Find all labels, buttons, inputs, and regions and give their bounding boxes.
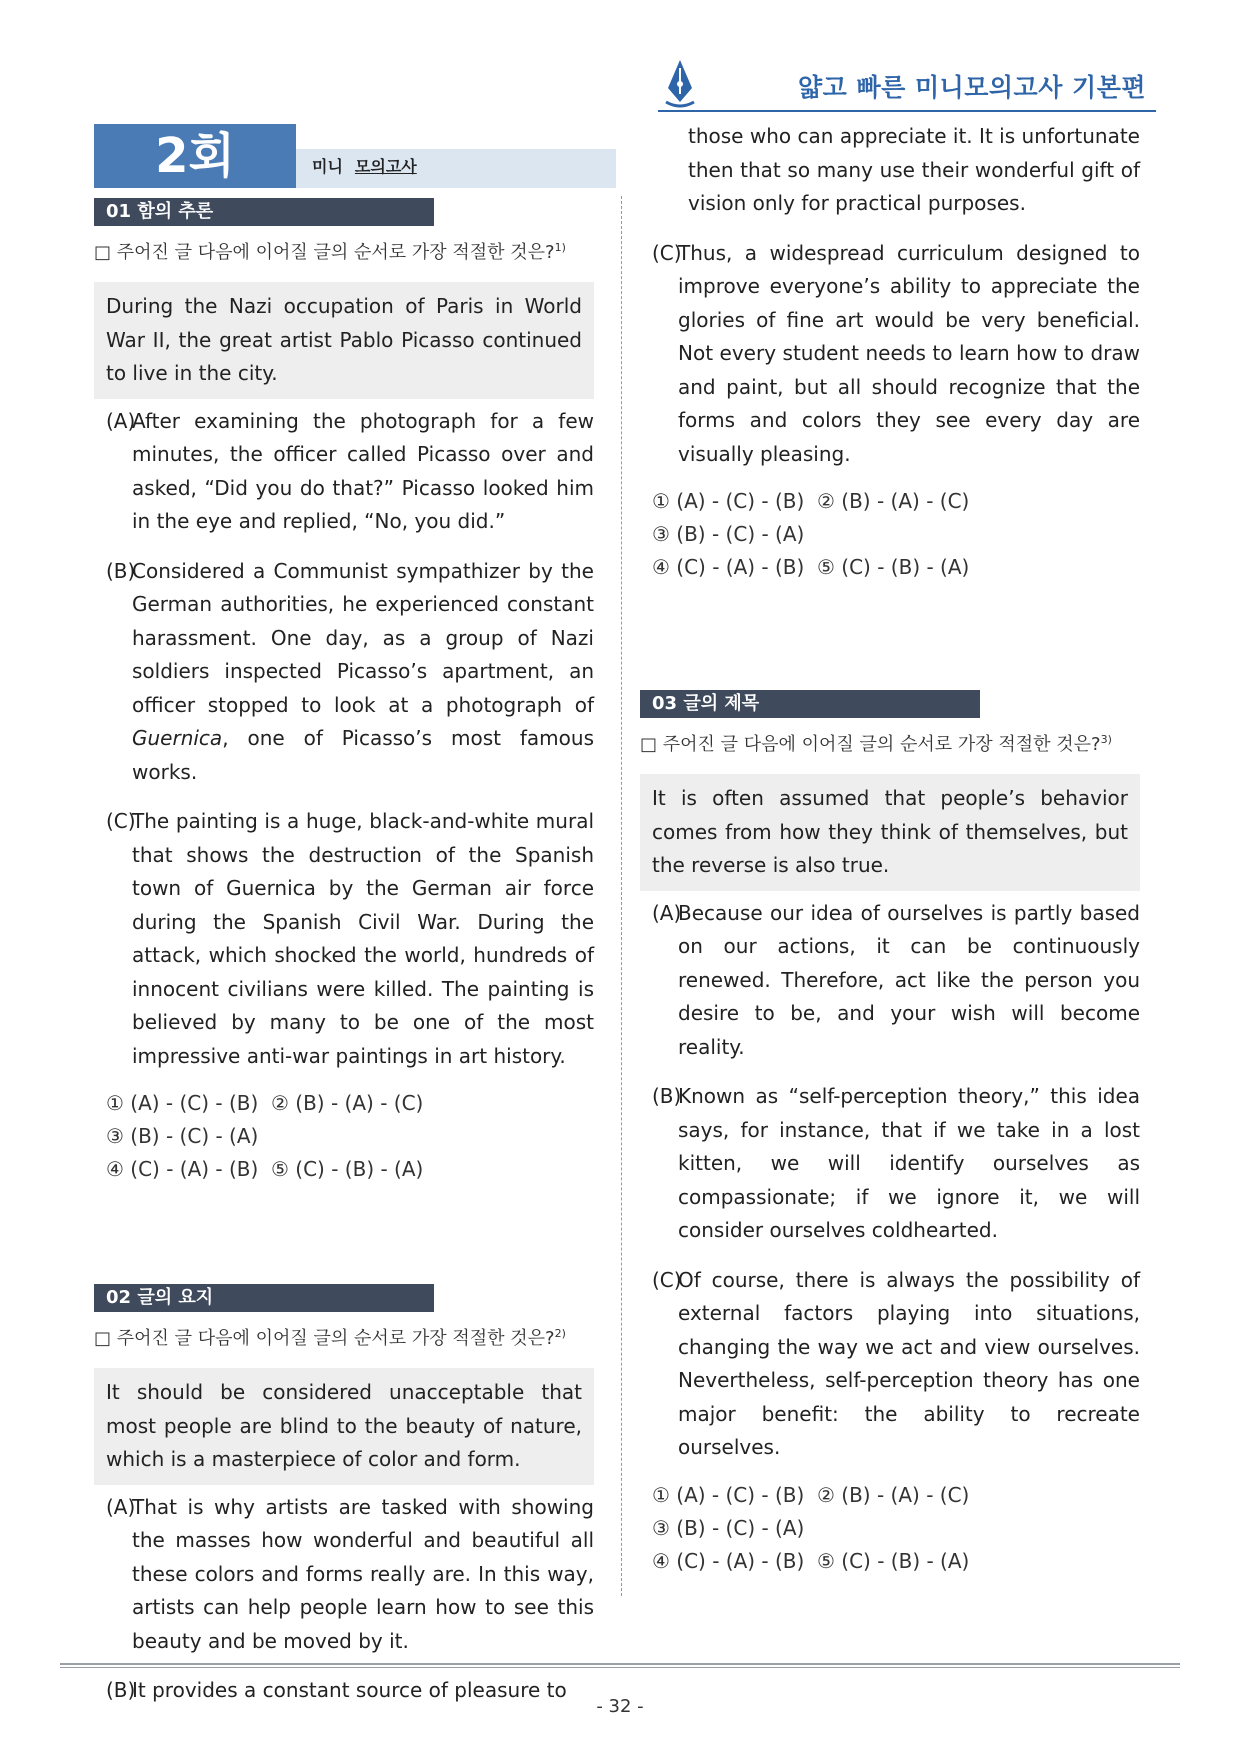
section-title: 03 글의 제목 xyxy=(640,690,980,718)
choice-4[interactable]: ④ (C) - (A) - (B) xyxy=(652,555,805,579)
intro-passage: During the Nazi occupation of Paris in World War II, the great artist Pablo Picasso continued to live in the city. xyxy=(94,282,594,399)
paragraph-text: It provides a constant source of pleasure to xyxy=(132,1678,567,1702)
paragraph-c xyxy=(640,237,1140,472)
paragraph-a xyxy=(94,405,594,539)
section-02 xyxy=(94,1284,594,1708)
paragraph-a xyxy=(94,1491,594,1659)
round-number-badge: 2회 xyxy=(94,124,296,188)
footnote-ref: 3) xyxy=(1100,733,1112,746)
paragraph-label: (B) xyxy=(106,1678,136,1702)
paragraph-text: The painting is a huge, black-and-white mural that shows the destruction of the Spanish town of Guernica by the German air force during the Spanish Civil War. During the attack, which shocked the world, hundreds of innocent civilians were killed. The painting is believed by many to be one of the most impressive anti-war paintings in art history. xyxy=(132,809,594,1068)
round-subtitle-word1: 미니 xyxy=(312,157,343,176)
section-03 xyxy=(640,690,1140,1578)
header-rule xyxy=(658,110,1156,112)
choice-5[interactable]: ⑤ (C) - (B) - (A) xyxy=(817,555,970,579)
paragraph-text: Thus, a widespread curriculum designed to improve everyone’s ability to appreciate the glories of fine art would be very beneficial. Not every student needs to learn how to draw and paint, but all should recognize that the forms and colors they see every day are visually pleasing. xyxy=(678,240,1140,466)
page-number: - 32 - xyxy=(596,1696,644,1717)
paragraph-text: Considered a Communist sympathizer by the German authorities, he experienced constant harassment. One day, as a group of Nazi soldiers inspected Picasso’s apartment, an officer stopped to look at a photograph of xyxy=(132,558,594,717)
round-subtitle xyxy=(312,154,429,177)
paragraph-text: After examining the photograph for a few minutes, the officer called Picasso over and asked, “Did you do that?” Picasso looked him in the eye and replied, “No, you did.” xyxy=(132,408,594,533)
right-column xyxy=(640,120,1140,1578)
paragraph-label: (C) xyxy=(652,1267,682,1292)
footer-rule-thin xyxy=(60,1667,1180,1668)
paragraph-label: (A) xyxy=(106,408,136,433)
choice-3[interactable]: ③ (B) - (C) - (A) xyxy=(652,1515,805,1540)
question-text: □ 주어진 글 다음에 이어질 글의 순서로 가장 적절한 것은? xyxy=(94,1328,555,1349)
section-title: 01 함의 추론 xyxy=(94,198,434,226)
footnote-ref: 2) xyxy=(554,1327,566,1340)
choice-3[interactable]: ③ (B) - (C) - (A) xyxy=(652,522,805,546)
paragraph-label: (C) xyxy=(106,809,136,833)
answer-choices xyxy=(640,1479,1140,1578)
section-01 xyxy=(94,198,594,1186)
column-divider xyxy=(621,196,622,1596)
page-header xyxy=(658,56,1156,112)
left-column xyxy=(94,198,594,1708)
choice-1[interactable]: ① (A) - (C) - (B) xyxy=(652,489,805,513)
choice-2[interactable]: ② (B) - (A) - (C) xyxy=(817,489,970,513)
choice-2[interactable]: ② (B) - (A) - (C) xyxy=(271,1091,424,1115)
choice-5[interactable]: ⑤ (C) - (B) - (A) xyxy=(271,1157,424,1181)
paragraph-b xyxy=(94,555,594,790)
paragraph-c xyxy=(94,805,594,1073)
footnote-ref: 1) xyxy=(554,241,566,254)
question-text: □ 주어진 글 다음에 이어질 글의 순서로 가장 적절한 것은? xyxy=(94,242,555,263)
paragraph-c xyxy=(640,1264,1140,1465)
book-title: 얇고 빠른 미니모의고사 기본편 xyxy=(797,73,1146,102)
question-prompt xyxy=(94,1324,594,1350)
answer-choices xyxy=(640,485,1140,584)
choice-1[interactable]: ① (A) - (C) - (B) xyxy=(652,1482,805,1507)
paragraph-label: (A) xyxy=(652,900,682,925)
choice-3[interactable]: ③ (B) - (C) - (A) xyxy=(106,1124,259,1148)
intro-passage: It should be considered unacceptable that most people are blind to the beauty of nature, which is a masterpiece of color and form. xyxy=(94,1368,594,1485)
artwork-title: Guernica xyxy=(132,726,223,750)
paragraph-label: (B) xyxy=(652,1084,682,1108)
round-subtitle-word2: 모의고사 xyxy=(354,157,417,176)
paragraph-label: (C) xyxy=(652,240,682,265)
footer-rule xyxy=(60,1663,1180,1665)
answer-choices xyxy=(94,1087,594,1186)
paragraph-text: Known as “self-perception theory,” this idea says, for instance, that if we take in a lost kitten, we will identify ourselves as compassionate; if we ignore it, we will consider ourselves coldhearted. xyxy=(678,1084,1140,1242)
choice-2[interactable]: ② (B) - (A) - (C) xyxy=(817,1482,970,1507)
intro-passage: It is often assumed that people’s behavior comes from how they think of themselves, but the reverse is also true. xyxy=(640,774,1140,891)
choice-1[interactable]: ① (A) - (C) - (B) xyxy=(106,1091,259,1115)
paragraph-label: (B) xyxy=(106,558,136,583)
paragraph-text: That is why artists are tasked with showing the masses how wonderful and beautiful all these colors and forms really are. In this way, artists can help people learn how to see this beauty and be moved by it. xyxy=(132,1494,594,1653)
question-text: □ 주어진 글 다음에 이어질 글의 순서로 가장 적절한 것은? xyxy=(640,734,1101,755)
paragraph-text-end: , one of Picasso’s most famous works. xyxy=(132,726,594,784)
question-prompt xyxy=(640,730,1140,756)
paragraph-a xyxy=(640,897,1140,1065)
paragraph-label: (A) xyxy=(106,1494,136,1519)
fountain-pen-icon xyxy=(662,58,698,110)
choice-4[interactable]: ④ (C) - (A) - (B) xyxy=(652,1548,805,1573)
paragraph-b xyxy=(640,1080,1140,1248)
section-title: 02 글의 요지 xyxy=(94,1284,434,1312)
paragraph-text: Of course, there is always the possibility of external factors playing into situations, changing the way we act and view ourselves. Nevertheless, self-perception theory has one major benefit: the ability to recreate ourselves. xyxy=(678,1267,1140,1459)
paragraph-text: Because our idea of ourselves is partly based on our actions, it can be continuously renewed. Therefore, act like the person you desire to be, and your wish will become reality. xyxy=(678,900,1140,1059)
paragraph-b-continued: those who can appreciate it. It is unfortunate then that so many use their wonderful gift of vision only for practical purposes. xyxy=(688,124,1140,215)
choice-5[interactable]: ⑤ (C) - (B) - (A) xyxy=(817,1548,970,1573)
choice-4[interactable]: ④ (C) - (A) - (B) xyxy=(106,1157,259,1181)
question-prompt xyxy=(94,238,594,264)
